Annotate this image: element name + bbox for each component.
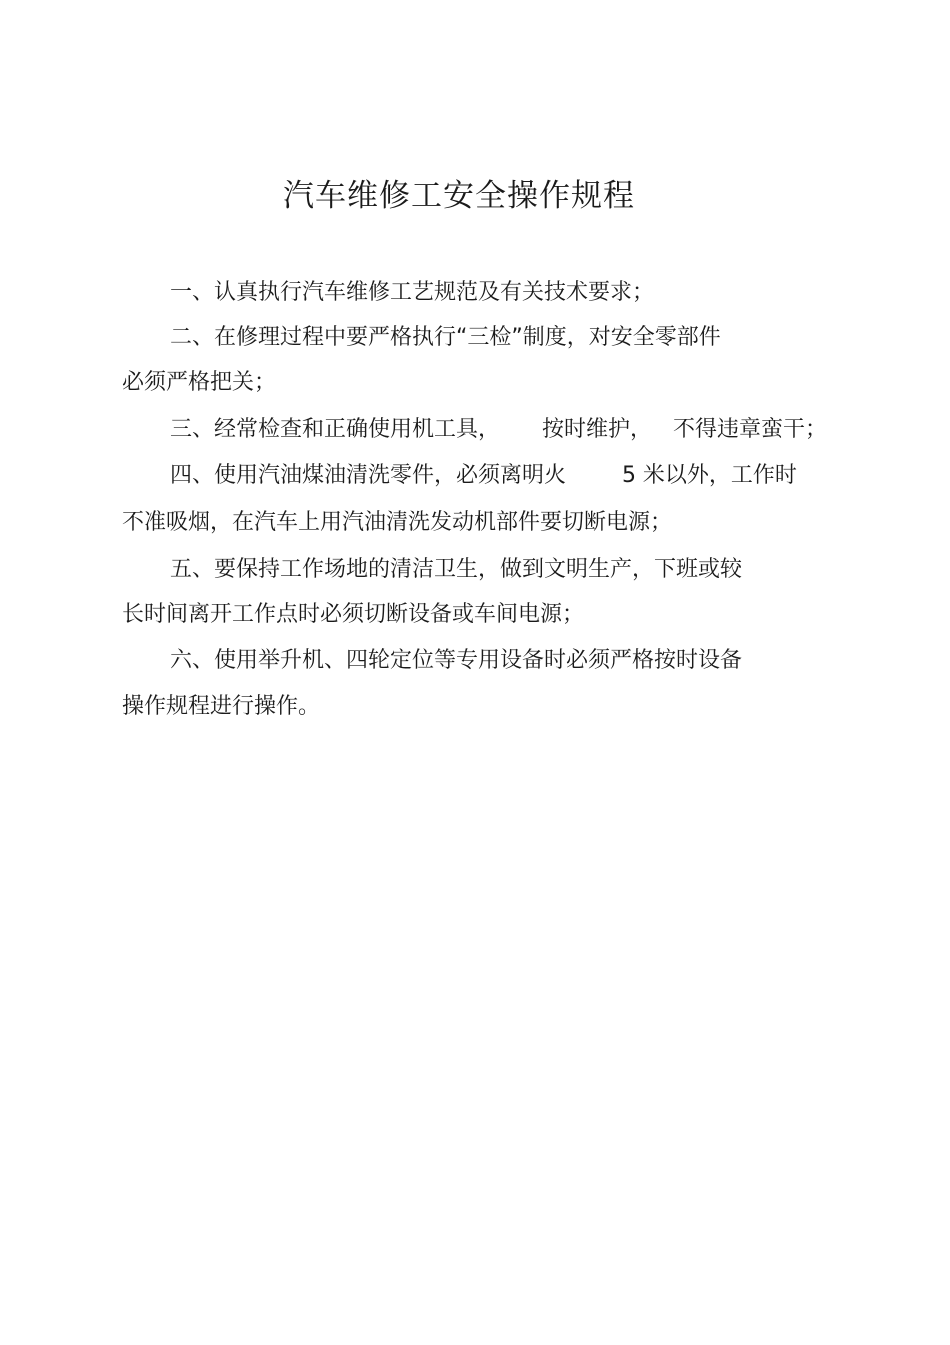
rule-1-line: 一、认真执行汽车维修工艺规范及有关技术要求；: [170, 280, 655, 305]
rule-5-line-1: 五、要保持工作场地的清洁卫生，做到文明生产，下班或较: [170, 557, 743, 582]
rule-2-line-2: 必须严格把关；: [122, 370, 277, 395]
rule-3-line: 三、经常检查和正确使用机工具， 按时维护， 不得违章蛮干；: [170, 417, 827, 442]
rule-2-line-1: 二、在修理过程中要严格执行“三检”制度，对安全零部件: [170, 325, 721, 350]
rule-6-line-2: 操作规程进行操作。: [122, 694, 321, 719]
rule-4-line-1: 四、使用汽油煤油清洗零件，必须离明火 5 米以外，工作时: [170, 463, 797, 488]
rule-4-line-2: 不准吸烟，在汽车上用汽油清洗发动机部件要切断电源；: [122, 510, 673, 535]
document-title: 汽车维修工安全操作规程: [283, 178, 635, 214]
rule-6-line-1: 六、使用举升机、四轮定位等专用设备时必须严格按时设备: [170, 648, 743, 673]
rule-5-line-2: 长时间离开工作点时必须切断设备或车间电源；: [122, 602, 585, 627]
